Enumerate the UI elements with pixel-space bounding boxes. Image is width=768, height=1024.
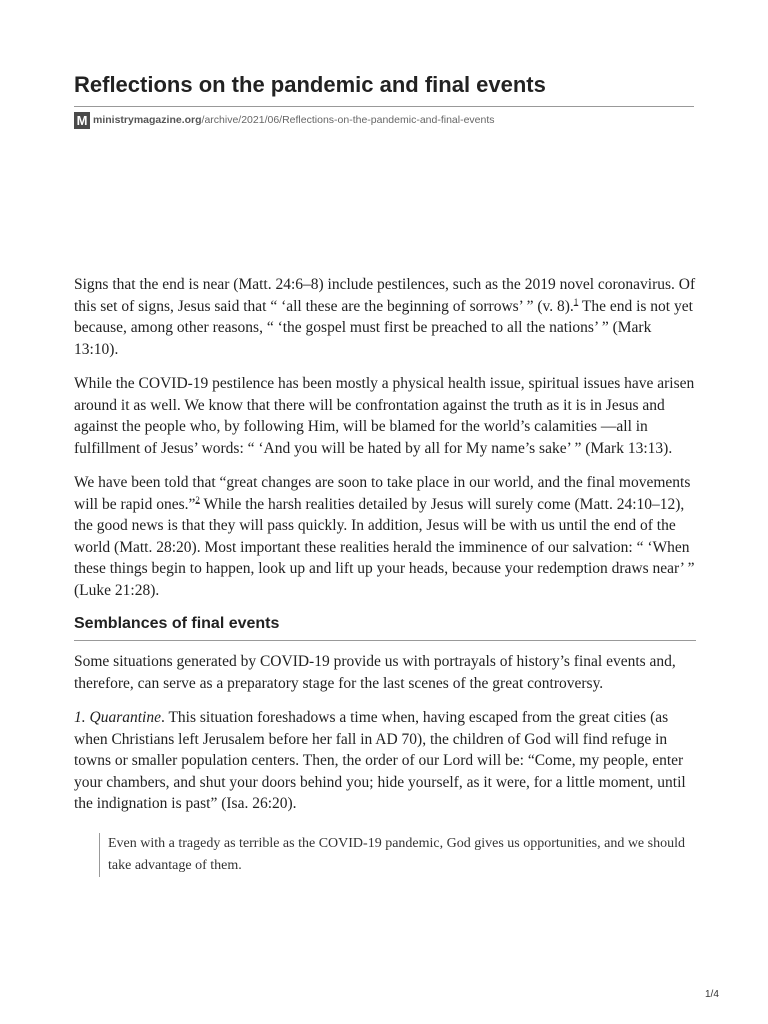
title-divider [74,106,694,107]
footnote-1-link[interactable]: 1 [573,296,579,307]
page-title: Reflections on the pandemic and final events [74,72,546,97]
source-domain[interactable]: ministrymagazine.org [93,114,202,126]
paragraph-5 [74,707,696,815]
paragraph-3-text-a: We have been told that “great changes are soon to take place in our world, and the final movements will be rapid ones.” [74,474,691,513]
paragraph-4: Some situations generated by COVID-19 provide us with portrayals of history’s final events and, therefore, can serve as a preparatory stage for the last scenes of the great controversy. [74,653,676,692]
pull-quote: Even with a tragedy as terrible as the COVID-19 pandemic, God gives us opportunities, and we should take advantage of them. [99,833,698,877]
article-body [74,274,696,877]
paragraph-2: While the COVID-19 pestilence has been mostly a physical health issue, spiritual issues have arisen around it as well. We know that there will be confrontation against the truth as it is in Jesus and against the people who, by following Him, will be blamed for the world’s calamities —all in fulfillment of Jesus’ words: “ ‘And you will be hated by all for My name’s sake’ ” (Mark 13:13). [74,375,695,457]
ministry-logo-icon: M [74,112,90,129]
section-divider [74,640,696,641]
quarantine-label: 1. Quarantine [74,709,161,726]
paragraph-3 [74,472,696,601]
source-path[interactable]: /archive/2021/06/Reflections-on-the-pandemic-and-final-events [201,114,495,126]
paragraph-1 [74,274,696,360]
paragraph-1-text-b: The end is not yet because, among other reasons, “ ‘the gospel must first be preached to all the nations’ ” (Mark 13:10). [74,297,693,358]
page-number: 1/4 [705,989,719,1000]
source-url[interactable] [74,110,495,130]
footnote-2-link[interactable]: 2 [195,494,200,505]
paragraph-5-text: . This situation foreshadows a time when, having escaped from the great cities (as when Christians left Jerusalem before her fall in AD 70), the children of God will find refuge in towns or smaller population centers. Then, the order of our Lord will be: “Come, my people, enter your chambers, and shut your doors behind you; hide yourself, as it were, for a little moment, until the indignation is past” (Isa. 26:20). [74,709,686,812]
paragraph-3-text-b: While the harsh realities detailed by Jesus will surely come (Matt. 24:10–12), the good news is that they will pass quickly. In addition, Jesus will be with us until the end of the world (Matt. 28:20). Most important these realities herald the imminence of our salvation: “ ‘When these things begin to happen, look up and lift up your heads, because your redemption draws near’ ” (Luke 21:28). [74,495,695,599]
section-heading: Semblances of final events [74,615,280,632]
paragraph-1-text-a: Signs that the end is near (Matt. 24:6–8) include pestilences, such as the 2019 novel coronavirus. Of this set of signs, Jesus said that “ ‘all these are the beginning of sorrows’ ” (v. 8). [74,276,696,315]
